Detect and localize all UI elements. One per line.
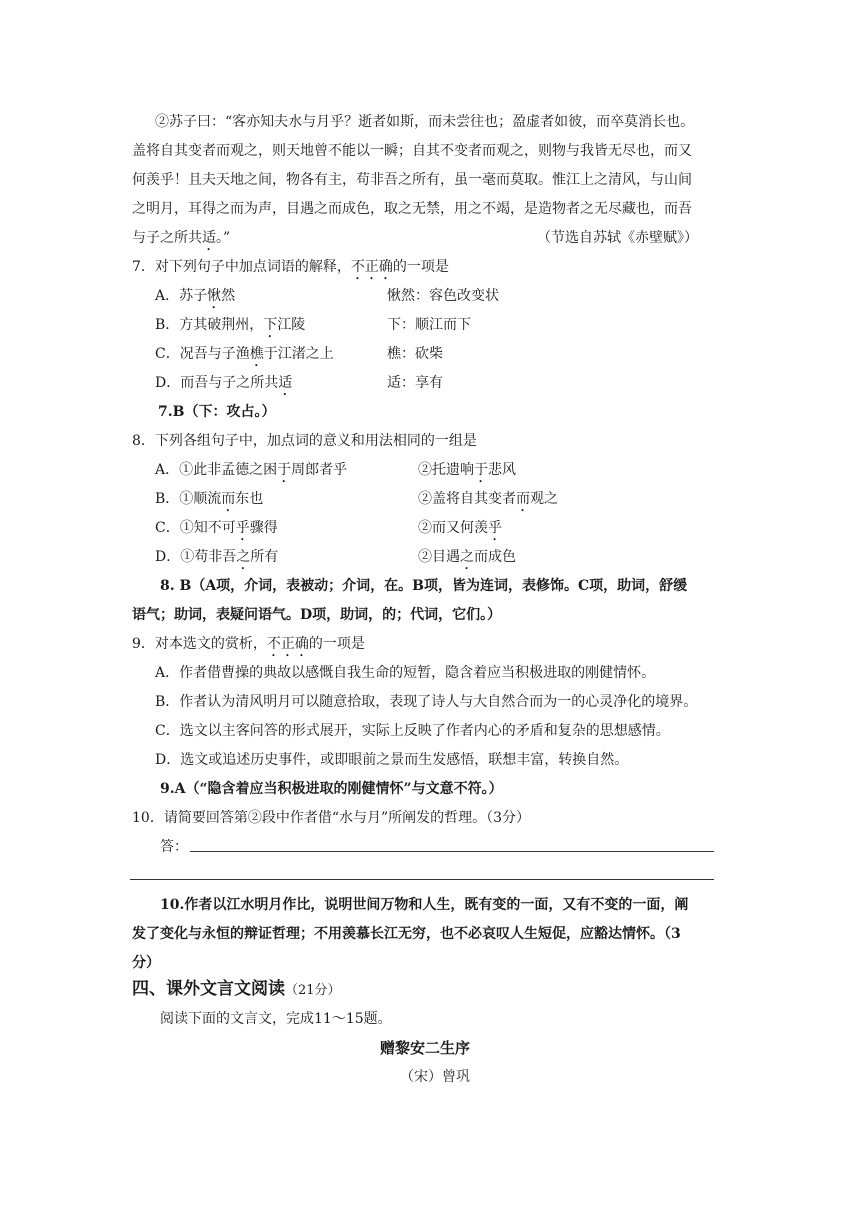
q10-answer-line1: 10.作者以江水明月作比，说明世间万物和人生，既有变的一面，又有不变的一面，阐 [160,897,689,913]
q7-option-b-exp: 下：顺江而下 [387,317,471,333]
q8-option-c-right: ②而又何羡乎 [418,520,502,536]
q8-option-b-left: B．①顺流而东也 [155,491,264,507]
q7-answer: 7.B（下：攻占。） [158,404,276,420]
q7-option-d: D．而吾与子之所共适 [155,375,293,391]
q7-option-d-exp: 适：享有 [387,375,443,391]
q10-stem: 10．请简要回答第②段中作者借“水与月”所阐发的哲理。（3分） [132,810,531,826]
passage-line: ②苏子曰：“客亦知夫水与月乎？逝者如斯，而未尝往也；盈虚者如彼，而卒莫消长也。 [155,114,695,130]
q10-answer-label: 答： [160,839,188,855]
q9-stem: 9．对本选文的赏析，不正确的一项是 [132,636,365,652]
passage-line: 之明月，耳得之而为声，目遇之而成色，取之无禁，用之不竭，是造物者之无尽藏也，而吾 [132,201,692,217]
q9-option-c: C．选文以主客问答的形式展开，实际上反映了作者内心的矛盾和复杂的思想感情。 [155,723,670,739]
section-intro: 阅读下面的文言文，完成11～15题。 [160,1011,392,1027]
q8-answer-line1: 8. B（A项，介词，表被动；介词，在。B项，皆为连词，表修饰。C项，助词，舒缓 [160,578,688,594]
passage-line: 盖将自其变者而观之，则天地曾不能以一瞬；自其不变者而观之，则物与我皆无尽也，而又 [132,143,692,159]
q8-option-b-right: ②盖将自其变者而观之 [418,491,558,507]
answer-line[interactable] [190,851,714,852]
passage-source: （节选自苏轼《赤壁赋》） [537,230,698,246]
q8-stem: 8．下列各组句子中，加点词的意义和用法相同的一组是 [132,433,477,449]
article-title: 赠黎安二生序 [380,1039,471,1057]
q8-option-d-left: D．①苟非吾之所有 [155,549,279,565]
article-author: （宋）曾巩 [400,1069,470,1085]
q7-option-b: B．方其破荆州，下江陵 [155,317,306,333]
q9-option-b: B．作者认为清风明月可以随意拾取，表现了诗人与大自然合而为一的心灵净化的境界。 [155,694,698,710]
q9-option-a: A．作者借曹操的典故以感慨自我生命的短暂，隐含着应当积极进取的刚健情怀。 [155,665,656,681]
q10-answer-line2: 发了变化与永恒的辩证哲理；不用羡慕长江无穷，也不必哀叹人生短促，应豁达情怀。（3 [132,926,681,942]
answer-line[interactable] [130,879,714,880]
q8-option-a-right: ②托遗响于悲风 [418,462,516,478]
passage-line: 何羡乎！且夫天地之间，物各有主，苟非吾之所有，虽一毫而莫取。惟江上之清风，与山间 [132,172,692,188]
q7-stem: 7．对下列句子中加点词语的解释，不正确的一项是 [132,259,449,275]
q7-option-c: C．况吾与子渔樵于江渚之上 [155,346,334,362]
q8-option-a-left: A．①此非孟德之困于周郎者乎 [155,462,348,478]
passage-line-last: 与子之所共适。” [132,230,231,246]
q7-option-a-exp: 愀然：容色改变状 [387,288,499,304]
q10-answer-line3: 分） [132,955,160,971]
q8-option-c-left: C．①知不可乎骤得 [155,520,278,536]
q7-option-a: A．苏子愀然 [155,288,236,304]
section-heading: 四、课外文言文阅读（21分） [132,979,341,999]
q7-option-c-exp: 樵：砍柴 [387,346,443,362]
q8-answer-line2: 语气；助词，表疑问语气。D项，助词，的；代词，它们。） [132,607,502,623]
q8-option-d-right: ②目遇之而成色 [418,549,516,565]
q9-answer: 9.A（“隐含着应当积极进取的刚健情怀”与文意不符。） [160,781,503,797]
q9-option-d: D．选文或追述历史事件，或即眼前之景而生发感悟，联想丰富，转换自然。 [155,752,629,768]
